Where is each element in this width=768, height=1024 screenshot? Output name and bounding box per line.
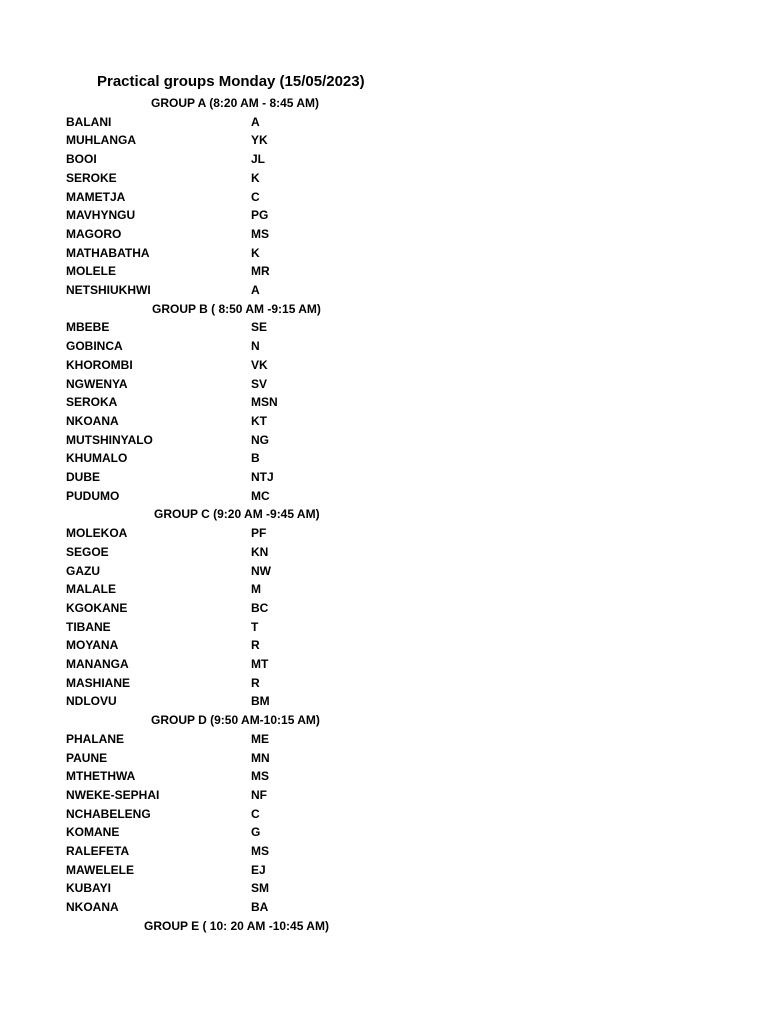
student-surname: NGWENYA: [66, 376, 128, 391]
student-initials: C: [251, 806, 260, 821]
student-surname: MUTSHINYALO: [66, 432, 153, 447]
student-initials: JL: [251, 152, 266, 167]
student-row: [0, 244, 768, 263]
student-row: [0, 150, 768, 169]
student-initials: SE: [251, 320, 268, 335]
student-row: [0, 805, 768, 824]
student-initials: A: [251, 114, 260, 129]
student-row: [0, 618, 768, 637]
student-initials: PF: [251, 526, 267, 541]
student-row: [0, 449, 768, 468]
student-row: [0, 487, 768, 506]
student-initials: M: [251, 582, 261, 597]
student-surname: NKOANA: [66, 413, 119, 428]
student-initials: C: [251, 189, 260, 204]
student-initials: MT: [251, 657, 269, 671]
student-surname: MBEBE: [66, 320, 110, 335]
student-row: [0, 861, 768, 880]
student-surname: MOLELE: [66, 264, 116, 279]
student-surname: NCHABELENG: [66, 806, 151, 821]
student-surname: KHUMALO: [66, 451, 128, 466]
student-row: [0, 767, 768, 786]
student-surname: SEROKA: [66, 395, 118, 410]
student-row: [0, 188, 768, 207]
student-row: [0, 169, 768, 188]
student-row: [0, 823, 768, 842]
student-initials: BA: [251, 900, 269, 915]
student-row: [0, 562, 768, 581]
student-initials: K: [251, 170, 260, 185]
student-initials: R: [251, 638, 260, 653]
student-surname: TIBANE: [66, 619, 111, 634]
student-surname: MAMETJA: [66, 189, 126, 204]
student-surname: KOMANE: [66, 825, 120, 840]
student-initials: MN: [251, 750, 270, 765]
student-initials: NF: [251, 787, 267, 802]
student-row: [0, 636, 768, 655]
student-row: [0, 412, 768, 431]
student-surname: KUBAYI: [66, 881, 111, 896]
student-row: [0, 543, 768, 562]
student-surname: SEROKE: [66, 170, 117, 185]
student-surname: PHALANE: [66, 731, 125, 746]
group-header: GROUP C (9:20 AM -9:45 AM): [154, 507, 320, 522]
student-surname: MUHLANGA: [66, 133, 136, 148]
student-initials: MR: [251, 264, 270, 279]
student-initials: T: [251, 619, 259, 634]
student-initials: SM: [251, 881, 269, 896]
student-initials: MS: [251, 844, 269, 858]
student-surname: NETSHIUKHWI: [66, 283, 151, 297]
page-title: Practical groups Monday (15/05/2023): [97, 73, 365, 90]
student-initials: EJ: [251, 862, 266, 877]
student-initials: BC: [251, 600, 269, 615]
student-surname: KGOKANE: [66, 600, 128, 615]
student-row: [0, 898, 768, 917]
student-surname: MATHABATHA: [66, 245, 150, 260]
student-initials: MS: [251, 226, 269, 241]
student-surname: SEGOE: [66, 544, 109, 559]
student-row: [0, 131, 768, 150]
student-row: [0, 580, 768, 599]
student-surname: MTHETHWA: [66, 769, 136, 784]
student-surname: BALANI: [66, 114, 112, 129]
student-surname: PAUNE: [66, 750, 108, 765]
student-surname: MALALE: [66, 582, 116, 597]
student-surname: PUDUMO: [66, 488, 120, 503]
student-initials: G: [251, 825, 261, 840]
student-surname: DUBE: [66, 470, 101, 484]
student-initials: YK: [251, 133, 268, 148]
student-initials: R: [251, 675, 260, 690]
group-header: GROUP B ( 8:50 AM -9:15 AM): [152, 301, 321, 316]
student-initials: KT: [251, 413, 267, 428]
student-initials: PG: [251, 208, 269, 223]
student-row: [0, 655, 768, 674]
student-row: [0, 524, 768, 543]
group-header: GROUP A (8:20 AM - 8:45 AM): [151, 96, 320, 110]
student-initials: MSN: [251, 395, 278, 410]
student-surname: KHOROMBI: [66, 357, 133, 372]
student-initials: KN: [251, 544, 269, 559]
student-initials: NG: [251, 432, 269, 447]
student-row: [0, 262, 768, 281]
student-row: [0, 356, 768, 375]
student-row: [0, 786, 768, 805]
student-surname: MANANGA: [66, 657, 129, 671]
student-row: [0, 468, 768, 487]
student-row: [0, 749, 768, 768]
student-initials: NTJ: [251, 470, 274, 484]
student-initials: K: [251, 245, 260, 260]
student-surname: MOYANA: [66, 638, 119, 653]
student-row: [0, 375, 768, 394]
student-initials: N: [251, 339, 260, 354]
student-row: [0, 393, 768, 412]
student-row: [0, 318, 768, 337]
student-row: [0, 842, 768, 861]
student-row: [0, 730, 768, 749]
student-surname: MAVHYNGU: [66, 208, 136, 223]
student-initials: SV: [251, 376, 268, 391]
student-initials: VK: [251, 357, 268, 372]
student-initials: ME: [251, 731, 269, 746]
student-initials: NW: [251, 563, 271, 578]
student-row: [0, 337, 768, 356]
student-initials: B: [251, 451, 260, 466]
student-surname: MASHIANE: [66, 675, 131, 690]
student-surname: GAZU: [66, 563, 100, 578]
student-initials: A: [251, 283, 260, 297]
group-header: GROUP D (9:50 AM-10:15 AM): [151, 713, 320, 728]
student-initials: MC: [251, 488, 270, 503]
student-surname: NKOANA: [66, 900, 119, 915]
student-surname: NDLOVU: [66, 694, 117, 709]
student-surname: NWEKE-SEPHAI: [66, 787, 160, 802]
student-initials: BM: [251, 694, 270, 709]
student-row: [0, 225, 768, 244]
student-row: [0, 879, 768, 898]
student-row: [0, 692, 768, 711]
student-surname: MAWELELE: [66, 862, 134, 877]
student-row: [0, 674, 768, 693]
group-header: GROUP E ( 10: 20 AM -10:45 AM): [144, 918, 329, 933]
student-row: [0, 113, 768, 132]
student-surname: MOLEKOA: [66, 526, 128, 541]
student-surname: RALEFETA: [66, 844, 130, 858]
student-row: [0, 206, 768, 225]
student-row: [0, 599, 768, 618]
student-surname: MAGORO: [66, 226, 122, 241]
student-row: [0, 281, 768, 300]
student-row: [0, 431, 768, 450]
student-surname: BOOI: [66, 152, 97, 167]
student-initials: MS: [251, 769, 269, 784]
student-surname: GOBINCA: [66, 339, 123, 354]
